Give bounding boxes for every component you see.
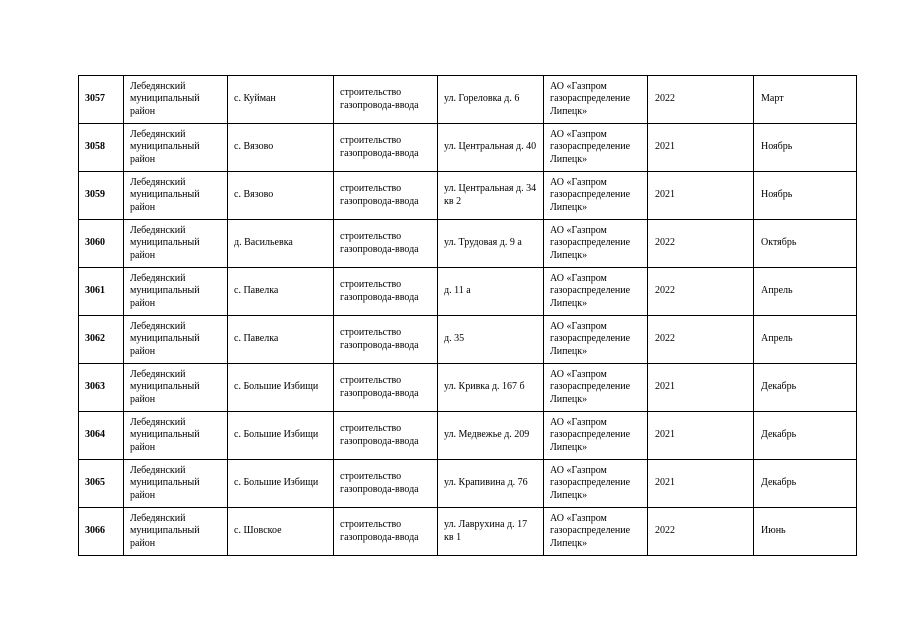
district-cell: Лебедянский муниципальный район bbox=[124, 124, 228, 172]
work-type-cell: строительство газопровода-ввода bbox=[334, 316, 438, 364]
organization-cell: АО «Газпром газораспределение Липецк» bbox=[544, 124, 648, 172]
year-cell: 2022 bbox=[648, 508, 754, 556]
locality-cell: с. Большие Избищи bbox=[228, 364, 334, 412]
district-cell: Лебедянский муниципальный район bbox=[124, 364, 228, 412]
locality-cell: с. Вязово bbox=[228, 124, 334, 172]
row-number: 3063 bbox=[79, 364, 124, 412]
year-cell: 2021 bbox=[648, 172, 754, 220]
organization-cell: АО «Газпром газораспределение Липецк» bbox=[544, 412, 648, 460]
year-cell: 2022 bbox=[648, 316, 754, 364]
row-number: 3059 bbox=[79, 172, 124, 220]
work-type-cell: строительство газопровода-ввода bbox=[334, 364, 438, 412]
locality-cell: д. Васильевка bbox=[228, 220, 334, 268]
month-cell: Декабрь bbox=[754, 364, 857, 412]
table-row bbox=[79, 124, 857, 172]
locality-cell: с. Куйман bbox=[228, 76, 334, 124]
locality-cell: с. Большие Избищи bbox=[228, 412, 334, 460]
work-type-cell: строительство газопровода-ввода bbox=[334, 268, 438, 316]
table-row bbox=[79, 412, 857, 460]
work-type-cell: строительство газопровода-ввода bbox=[334, 76, 438, 124]
table-row bbox=[79, 508, 857, 556]
district-cell: Лебедянский муниципальный район bbox=[124, 412, 228, 460]
organization-cell: АО «Газпром газораспределение Липецк» bbox=[544, 316, 648, 364]
row-number: 3058 bbox=[79, 124, 124, 172]
district-cell: Лебедянский муниципальный район bbox=[124, 268, 228, 316]
district-cell: Лебедянский муниципальный район bbox=[124, 316, 228, 364]
work-type-cell: строительство газопровода-ввода bbox=[334, 412, 438, 460]
address-cell: ул. Центральная д. 34 кв 2 bbox=[438, 172, 544, 220]
row-number: 3060 bbox=[79, 220, 124, 268]
district-cell: Лебедянский муниципальный район bbox=[124, 508, 228, 556]
locality-cell: с. Павелка bbox=[228, 268, 334, 316]
month-cell: Июнь bbox=[754, 508, 857, 556]
address-cell: ул. Крапивина д. 76 bbox=[438, 460, 544, 508]
address-cell: ул. Медвежье д. 209 bbox=[438, 412, 544, 460]
work-type-cell: строительство газопровода-ввода bbox=[334, 508, 438, 556]
year-cell: 2021 bbox=[648, 364, 754, 412]
month-cell: Декабрь bbox=[754, 412, 857, 460]
row-number: 3057 bbox=[79, 76, 124, 124]
organization-cell: АО «Газпром газораспределение Липецк» bbox=[544, 172, 648, 220]
district-cell: Лебедянский муниципальный район bbox=[124, 76, 228, 124]
organization-cell: АО «Газпром газораспределение Липецк» bbox=[544, 268, 648, 316]
row-number: 3062 bbox=[79, 316, 124, 364]
year-cell: 2022 bbox=[648, 76, 754, 124]
table-row bbox=[79, 316, 857, 364]
organization-cell: АО «Газпром газораспределение Липецк» bbox=[544, 220, 648, 268]
year-cell: 2021 bbox=[648, 124, 754, 172]
work-type-cell: строительство газопровода-ввода bbox=[334, 460, 438, 508]
table-row bbox=[79, 172, 857, 220]
table-row bbox=[79, 460, 857, 508]
locality-cell: с. Павелка bbox=[228, 316, 334, 364]
row-number: 3065 bbox=[79, 460, 124, 508]
row-number: 3064 bbox=[79, 412, 124, 460]
month-cell: Апрель bbox=[754, 316, 857, 364]
year-cell: 2021 bbox=[648, 412, 754, 460]
work-type-cell: строительство газопровода-ввода bbox=[334, 172, 438, 220]
month-cell: Март bbox=[754, 76, 857, 124]
table-row bbox=[79, 364, 857, 412]
table-body bbox=[79, 76, 857, 556]
address-cell: ул. Гореловка д. 6 bbox=[438, 76, 544, 124]
address-cell: д. 35 bbox=[438, 316, 544, 364]
district-cell: Лебедянский муниципальный район bbox=[124, 460, 228, 508]
organization-cell: АО «Газпром газораспределение Липецк» bbox=[544, 364, 648, 412]
year-cell: 2021 bbox=[648, 460, 754, 508]
month-cell: Декабрь bbox=[754, 460, 857, 508]
month-cell: Октябрь bbox=[754, 220, 857, 268]
organization-cell: АО «Газпром газораспределение Липецк» bbox=[544, 460, 648, 508]
address-cell: ул. Кривка д. 167 б bbox=[438, 364, 544, 412]
table-row bbox=[79, 268, 857, 316]
row-number: 3061 bbox=[79, 268, 124, 316]
month-cell: Ноябрь bbox=[754, 124, 857, 172]
year-cell: 2022 bbox=[648, 268, 754, 316]
table-row bbox=[79, 76, 857, 124]
month-cell: Апрель bbox=[754, 268, 857, 316]
locality-cell: с. Вязово bbox=[228, 172, 334, 220]
district-cell: Лебедянский муниципальный район bbox=[124, 220, 228, 268]
address-cell: д. 11 а bbox=[438, 268, 544, 316]
organization-cell: АО «Газпром газораспределение Липецк» bbox=[544, 76, 648, 124]
work-type-cell: строительство газопровода-ввода bbox=[334, 220, 438, 268]
district-cell: Лебедянский муниципальный район bbox=[124, 172, 228, 220]
organization-cell: АО «Газпром газораспределение Липецк» bbox=[544, 508, 648, 556]
table-row bbox=[79, 220, 857, 268]
address-cell: ул. Трудовая д. 9 а bbox=[438, 220, 544, 268]
address-cell: ул. Центральная д. 40 bbox=[438, 124, 544, 172]
work-type-cell: строительство газопровода-ввода bbox=[334, 124, 438, 172]
locality-cell: с. Большие Избищи bbox=[228, 460, 334, 508]
address-cell: ул. Лаврухина д. 17 кв 1 bbox=[438, 508, 544, 556]
year-cell: 2022 bbox=[648, 220, 754, 268]
locality-cell: с. Шовское bbox=[228, 508, 334, 556]
month-cell: Ноябрь bbox=[754, 172, 857, 220]
gas-connection-table bbox=[78, 75, 857, 556]
row-number: 3066 bbox=[79, 508, 124, 556]
